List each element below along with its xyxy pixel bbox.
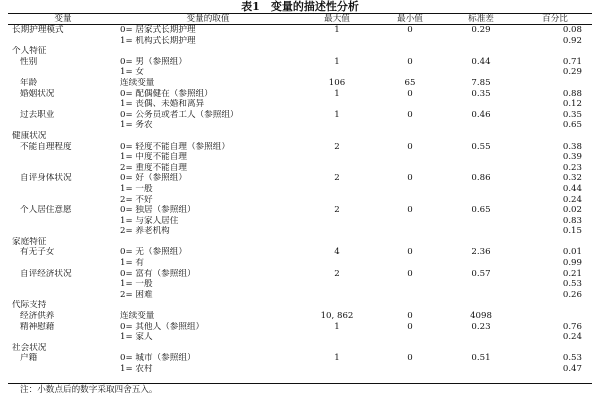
variable-cell <box>8 99 118 110</box>
value-cell: 1= 与家人居住 <box>120 215 179 226</box>
percent-cell: 0.76 <box>562 321 582 332</box>
max-cell: 2 <box>334 141 340 152</box>
max-cell: 1 <box>334 56 340 67</box>
max-cell: 4 <box>334 247 340 258</box>
variable-cell <box>8 216 118 227</box>
table-row <box>8 120 592 131</box>
variable-cell: 个人居住意愿 <box>20 205 72 216</box>
min-cell <box>376 300 444 311</box>
sd-cell: 0.86 <box>471 173 491 184</box>
table-row <box>8 57 592 68</box>
sd-cell <box>444 152 518 163</box>
min-cell: 0 <box>407 109 413 120</box>
variable-cell: 自评经济状况 <box>20 268 72 279</box>
percent-cell: 0.38 <box>562 141 582 152</box>
max-cell: 106 <box>328 77 346 88</box>
variable-cell <box>8 279 118 290</box>
header-row <box>8 14 592 25</box>
variable-cell <box>8 290 118 301</box>
max-cell <box>298 67 376 78</box>
max-cell <box>298 46 376 57</box>
value-cell <box>118 131 298 142</box>
value-cell: 0= 其他人（参照组） <box>120 321 205 332</box>
value-cell: 0= 轻度不能自理（参照组） <box>120 141 230 152</box>
table-row <box>8 46 592 57</box>
percent-cell: 0.29 <box>562 67 582 78</box>
percent-cell <box>518 237 592 248</box>
min-cell: 0 <box>407 321 413 332</box>
percent-cell: 0.02 <box>562 205 582 216</box>
table-row <box>8 89 592 100</box>
variable-cell <box>8 163 118 174</box>
value-cell <box>118 237 298 248</box>
value-cell: 1= 农村 <box>120 364 153 374</box>
value-cell: 0= 独居（参照组） <box>120 205 196 216</box>
max-cell <box>298 99 376 110</box>
sd-cell: 0.46 <box>471 109 491 120</box>
min-cell <box>376 237 444 248</box>
header-variable: 变量 <box>54 14 72 25</box>
sd-cell <box>444 300 518 311</box>
variable-cell <box>8 364 118 375</box>
table-row <box>8 332 592 343</box>
sd-cell <box>444 279 518 290</box>
variable-cell <box>8 36 118 47</box>
value-cell: 1= 中度不能自理 <box>120 152 187 163</box>
min-cell <box>376 216 444 227</box>
sd-cell: 0.44 <box>471 56 491 67</box>
sd-cell: 0.57 <box>471 268 491 279</box>
table-row <box>8 110 592 121</box>
sd-cell <box>444 290 518 301</box>
percent-cell <box>518 311 592 322</box>
max-cell <box>298 300 376 311</box>
percent-cell: 0.15 <box>562 226 582 237</box>
sd-cell: 2.36 <box>471 247 491 258</box>
sd-cell <box>444 226 518 237</box>
table-row <box>8 353 592 364</box>
sd-cell <box>444 67 518 78</box>
value-cell: 连续变量 <box>120 77 155 88</box>
sd-cell <box>444 258 518 269</box>
max-cell <box>298 343 376 354</box>
sd-cell <box>444 131 518 142</box>
header-sd: 标准差 <box>468 14 494 25</box>
max-cell: 10, 862 <box>320 311 354 322</box>
max-cell: 1 <box>334 353 340 364</box>
table-row <box>8 152 592 163</box>
value-cell: 0= 富有（参照组） <box>120 268 196 279</box>
table-row <box>8 78 592 89</box>
min-cell <box>376 343 444 354</box>
min-cell: 0 <box>407 88 413 99</box>
percent-cell: 0.21 <box>562 268 582 279</box>
sd-cell: 0.51 <box>471 353 491 364</box>
max-cell: 2 <box>334 173 340 184</box>
percent-cell: 0.99 <box>562 258 582 269</box>
min-cell <box>376 67 444 78</box>
min-cell <box>376 131 444 142</box>
variable-cell: 户籍 <box>20 353 38 364</box>
max-cell <box>298 364 376 375</box>
table-row <box>8 205 592 216</box>
value-cell: 1= 一般 <box>120 279 153 290</box>
max-cell <box>298 195 376 206</box>
max-cell <box>298 184 376 195</box>
max-cell <box>298 36 376 47</box>
table-row <box>8 131 592 142</box>
sd-cell <box>444 184 518 195</box>
value-cell: 1= 务农 <box>120 120 153 131</box>
variable-cell: 家庭特征 <box>12 236 47 247</box>
variable-cell <box>8 67 118 78</box>
max-cell <box>298 163 376 174</box>
value-cell: 1= 机构式长期护理 <box>120 35 196 46</box>
min-cell: 0 <box>407 311 413 322</box>
max-cell <box>298 237 376 248</box>
min-cell: 0 <box>407 247 413 258</box>
sd-cell: 0.29 <box>471 25 491 35</box>
table-row <box>8 269 592 280</box>
percent-cell: 0.53 <box>562 279 582 290</box>
table-row <box>8 184 592 195</box>
min-cell: 0 <box>407 173 413 184</box>
table-row <box>8 173 592 184</box>
max-cell: 2 <box>334 205 340 216</box>
variable-cell: 个人特征 <box>12 46 47 57</box>
min-cell: 0 <box>407 353 413 364</box>
value-cell: 0= 居家式长期护理 <box>120 25 196 35</box>
header-value: 变量的取值 <box>186 14 230 25</box>
percent-cell: 0.26 <box>562 289 582 300</box>
variable-cell <box>8 120 118 131</box>
variable-cell <box>8 195 118 206</box>
variable-cell: 年龄 <box>20 77 38 88</box>
min-cell <box>376 184 444 195</box>
percent-cell: 0.12 <box>562 99 582 110</box>
max-cell <box>298 216 376 227</box>
value-cell: 1= 丧偶、未婚和离异 <box>120 99 205 110</box>
min-cell <box>376 332 444 343</box>
variable-cell <box>8 332 118 343</box>
variable-cell: 精神慰藉 <box>20 321 55 332</box>
percent-cell: 0.92 <box>562 35 582 46</box>
percent-cell: 0.35 <box>562 109 582 120</box>
sd-cell <box>444 343 518 354</box>
value-cell: 1= 一般 <box>120 183 153 194</box>
table-row <box>8 67 592 78</box>
min-cell <box>376 226 444 237</box>
sd-cell: 0.23 <box>471 321 491 332</box>
min-cell <box>376 46 444 57</box>
table-row <box>8 226 592 237</box>
table-row <box>8 99 592 110</box>
table-row <box>8 247 592 258</box>
percent-cell: 0.08 <box>562 25 582 35</box>
sd-cell <box>444 237 518 248</box>
max-cell: 2 <box>334 268 340 279</box>
table-row <box>8 300 592 311</box>
table-note: 注：小数点后的数字采取四舍五入。 <box>20 385 158 395</box>
max-cell: 1 <box>334 88 340 99</box>
percent-cell: 0.65 <box>562 120 582 131</box>
min-cell <box>376 99 444 110</box>
value-cell <box>118 46 298 57</box>
max-cell: 1 <box>334 109 340 120</box>
variable-cell: 社会状况 <box>12 342 47 353</box>
sd-cell <box>444 364 518 375</box>
sd-cell: 4098 <box>470 311 492 322</box>
sd-cell <box>444 36 518 47</box>
value-cell <box>118 343 298 354</box>
sd-cell <box>444 163 518 174</box>
value-cell: 2= 困难 <box>120 289 153 300</box>
table-row <box>8 258 592 269</box>
percent-cell <box>518 300 592 311</box>
variable-cell <box>8 152 118 163</box>
table-row <box>8 311 592 322</box>
sd-cell <box>444 216 518 227</box>
variable-cell: 经济供养 <box>20 311 55 322</box>
percent-cell: 0.01 <box>562 247 582 258</box>
table-row <box>8 25 592 36</box>
table-row <box>8 364 592 375</box>
value-cell: 1= 家人 <box>120 332 153 343</box>
percent-cell: 0.71 <box>562 56 582 67</box>
table-body <box>8 25 592 375</box>
table-row <box>8 195 592 206</box>
value-cell: 0= 男（参照组） <box>120 56 187 67</box>
value-cell: 0= 好（参照组） <box>120 173 187 184</box>
min-cell <box>376 152 444 163</box>
min-cell: 0 <box>407 141 413 152</box>
min-cell: 0 <box>407 25 413 35</box>
variable-cell: 过去职业 <box>20 109 55 120</box>
header-percent: 百分比 <box>542 14 568 25</box>
table-row <box>8 290 592 301</box>
table-row <box>8 237 592 248</box>
max-cell <box>298 152 376 163</box>
sd-cell: 0.65 <box>471 205 491 216</box>
variable-cell <box>8 184 118 195</box>
percent-cell: 0.24 <box>562 332 582 343</box>
variable-cell: 代际支持 <box>12 300 47 311</box>
max-cell: 1 <box>334 321 340 332</box>
sd-cell <box>444 332 518 343</box>
percent-cell: 0.32 <box>562 173 582 184</box>
table-row <box>8 36 592 47</box>
table-row <box>8 142 592 153</box>
sd-cell <box>444 46 518 57</box>
min-cell <box>376 290 444 301</box>
percent-cell: 0.44 <box>562 183 582 194</box>
sd-cell <box>444 99 518 110</box>
percent-cell: 0.83 <box>562 215 582 226</box>
percent-cell: 0.47 <box>562 364 582 374</box>
sd-cell <box>444 195 518 206</box>
table-row <box>8 279 592 290</box>
min-cell <box>376 120 444 131</box>
min-cell <box>376 163 444 174</box>
percent-cell: 0.23 <box>562 162 582 173</box>
table-row <box>8 163 592 174</box>
table-row <box>8 216 592 227</box>
variable-cell <box>8 226 118 237</box>
value-cell <box>118 300 298 311</box>
variable-cell: 不能自理程度 <box>20 141 72 152</box>
max-cell <box>298 131 376 142</box>
sd-cell <box>444 120 518 131</box>
value-cell: 2= 养老机构 <box>120 226 170 237</box>
variable-cell: 婚姻状况 <box>20 88 55 99</box>
header-max: 最大值 <box>324 14 350 25</box>
sd-cell: 0.35 <box>471 88 491 99</box>
percent-cell <box>518 46 592 57</box>
value-cell: 0= 公务员或者工人（参照组） <box>120 109 239 120</box>
percent-cell <box>518 343 592 354</box>
max-cell <box>298 258 376 269</box>
table-title: 表1 变量的描述性分析 <box>241 0 359 13</box>
min-cell <box>376 258 444 269</box>
percent-cell: 0.39 <box>562 152 582 163</box>
percent-cell: 0.88 <box>562 88 582 99</box>
min-cell: 0 <box>407 205 413 216</box>
value-cell: 1= 女 <box>120 67 144 78</box>
max-cell <box>298 279 376 290</box>
variable-cell: 长期护理模式 <box>12 25 64 35</box>
min-cell: 0 <box>407 268 413 279</box>
percent-cell: 0.24 <box>562 194 582 205</box>
value-cell: 1= 有 <box>120 258 144 269</box>
bottom-rule <box>8 383 592 384</box>
min-cell <box>376 36 444 47</box>
variable-cell: 性别 <box>20 56 38 67</box>
value-cell: 0= 城市（参照组） <box>120 353 196 364</box>
value-cell: 2= 不好 <box>120 194 153 205</box>
max-cell <box>298 226 376 237</box>
descriptive-statistics-table <box>8 14 592 375</box>
variable-cell <box>8 258 118 269</box>
max-cell: 1 <box>334 25 340 35</box>
sd-cell: 0.55 <box>471 141 491 152</box>
min-cell: 65 <box>404 77 416 88</box>
max-cell <box>298 290 376 301</box>
value-cell: 连续变量 <box>120 311 155 322</box>
table-row <box>8 322 592 333</box>
value-cell: 2= 重度不能自理 <box>120 162 187 173</box>
variable-cell: 健康状况 <box>12 130 47 141</box>
percent-cell <box>518 78 592 89</box>
table-row <box>8 343 592 354</box>
max-cell <box>298 332 376 343</box>
header-min: 最小值 <box>397 14 423 25</box>
value-cell: 0= 配偶健在（参照组） <box>120 88 213 99</box>
value-cell: 0= 无（参照组） <box>120 247 187 258</box>
sd-cell: 7.85 <box>471 77 491 88</box>
variable-cell: 自评身体状况 <box>20 173 72 184</box>
min-cell <box>376 279 444 290</box>
min-cell <box>376 195 444 206</box>
percent-cell: 0.53 <box>562 353 582 364</box>
max-cell <box>298 120 376 131</box>
percent-cell <box>518 131 592 142</box>
min-cell: 0 <box>407 56 413 67</box>
variable-cell: 有无子女 <box>20 247 55 258</box>
min-cell <box>376 364 444 375</box>
